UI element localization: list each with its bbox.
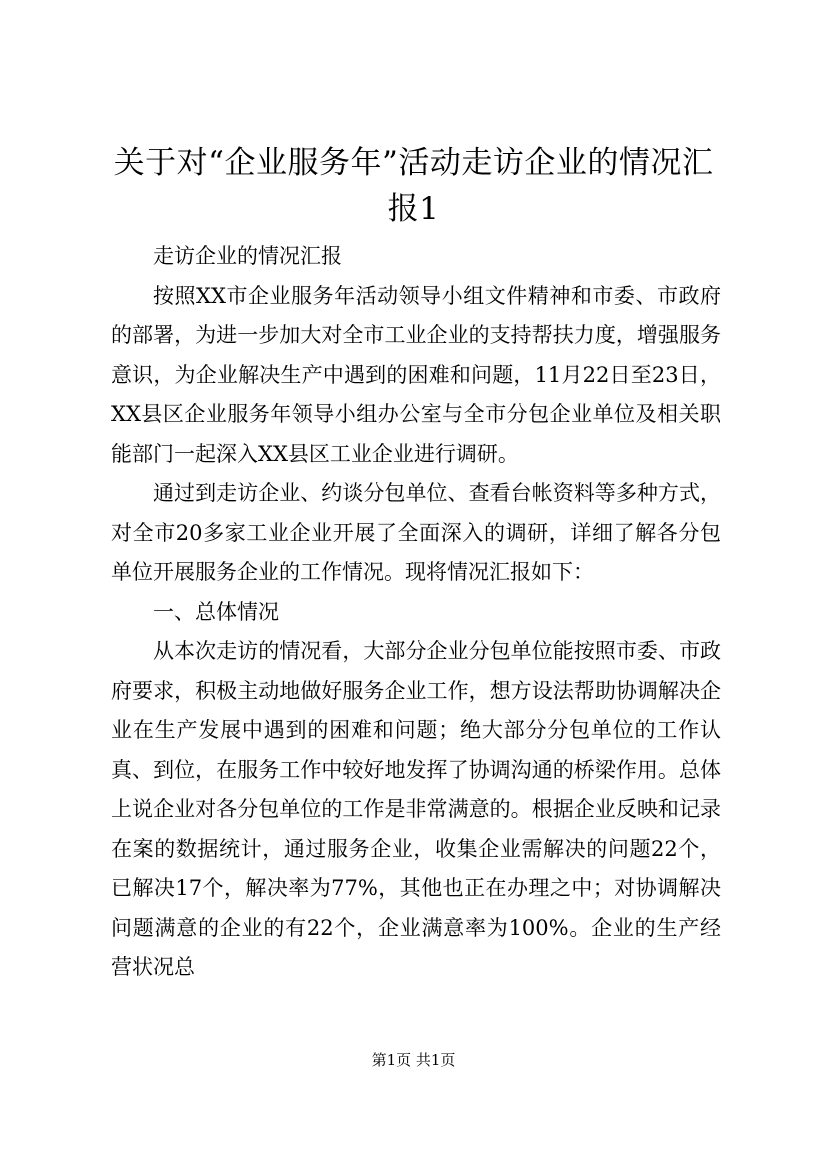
paragraph-subtitle: 走访企业的情况汇报 xyxy=(153,244,342,268)
paragraph-method: 通过到走访企业、约谈分包单位、查看台帐资料等多种方式，对全市20多家工业企业开展了全面深入的调研，详细了解各分包单位开展服务企业的工作情况。现将情况汇报如下： xyxy=(111,481,721,584)
section-heading-overview: 一、总体情况 xyxy=(153,599,279,624)
document-title: 关于对“企业服务年”活动走访企业的情况汇报1 xyxy=(113,145,714,227)
document-body xyxy=(111,237,721,988)
page-footer: 第1页 共1页 xyxy=(371,1051,456,1069)
paragraph-intro: 按照XX市企业服务年活动领导小组文件精神和市委、市政府的部署，为进一步加大对全市工业企业的支持帮扶力度，增强服务意识，为企业解决生产中遇到的困难和问题，11月22日至23日，XX县区企业服务年领导小组办公室与全市分包企业单位及相关职能部门一起深入XX县区工业企业进行调研。 xyxy=(111,283,721,466)
paragraph-overview: 从本次走访的情况看，大部分企业分包单位能按照市委、市政府要求，积极主动地做好服务企业工作，想方设法帮助协调解决企业在生产发展中遇到的困难和问题；绝大部分分包单位的工作认真、到位，在服务工作中较好地发挥了协调沟通的桥梁作用。总体上说企业对各分包单位的工作是非常满意的。根据企业反映和记录在案的数据统计，通过服务企业，收集企业需解决的问题22个，已解决17个，解决率为77%，其他也正在办理之中；对协调解决问题满意的企业的有22个，企业满意率为100%。企业的生产经营状况总 xyxy=(111,639,721,979)
